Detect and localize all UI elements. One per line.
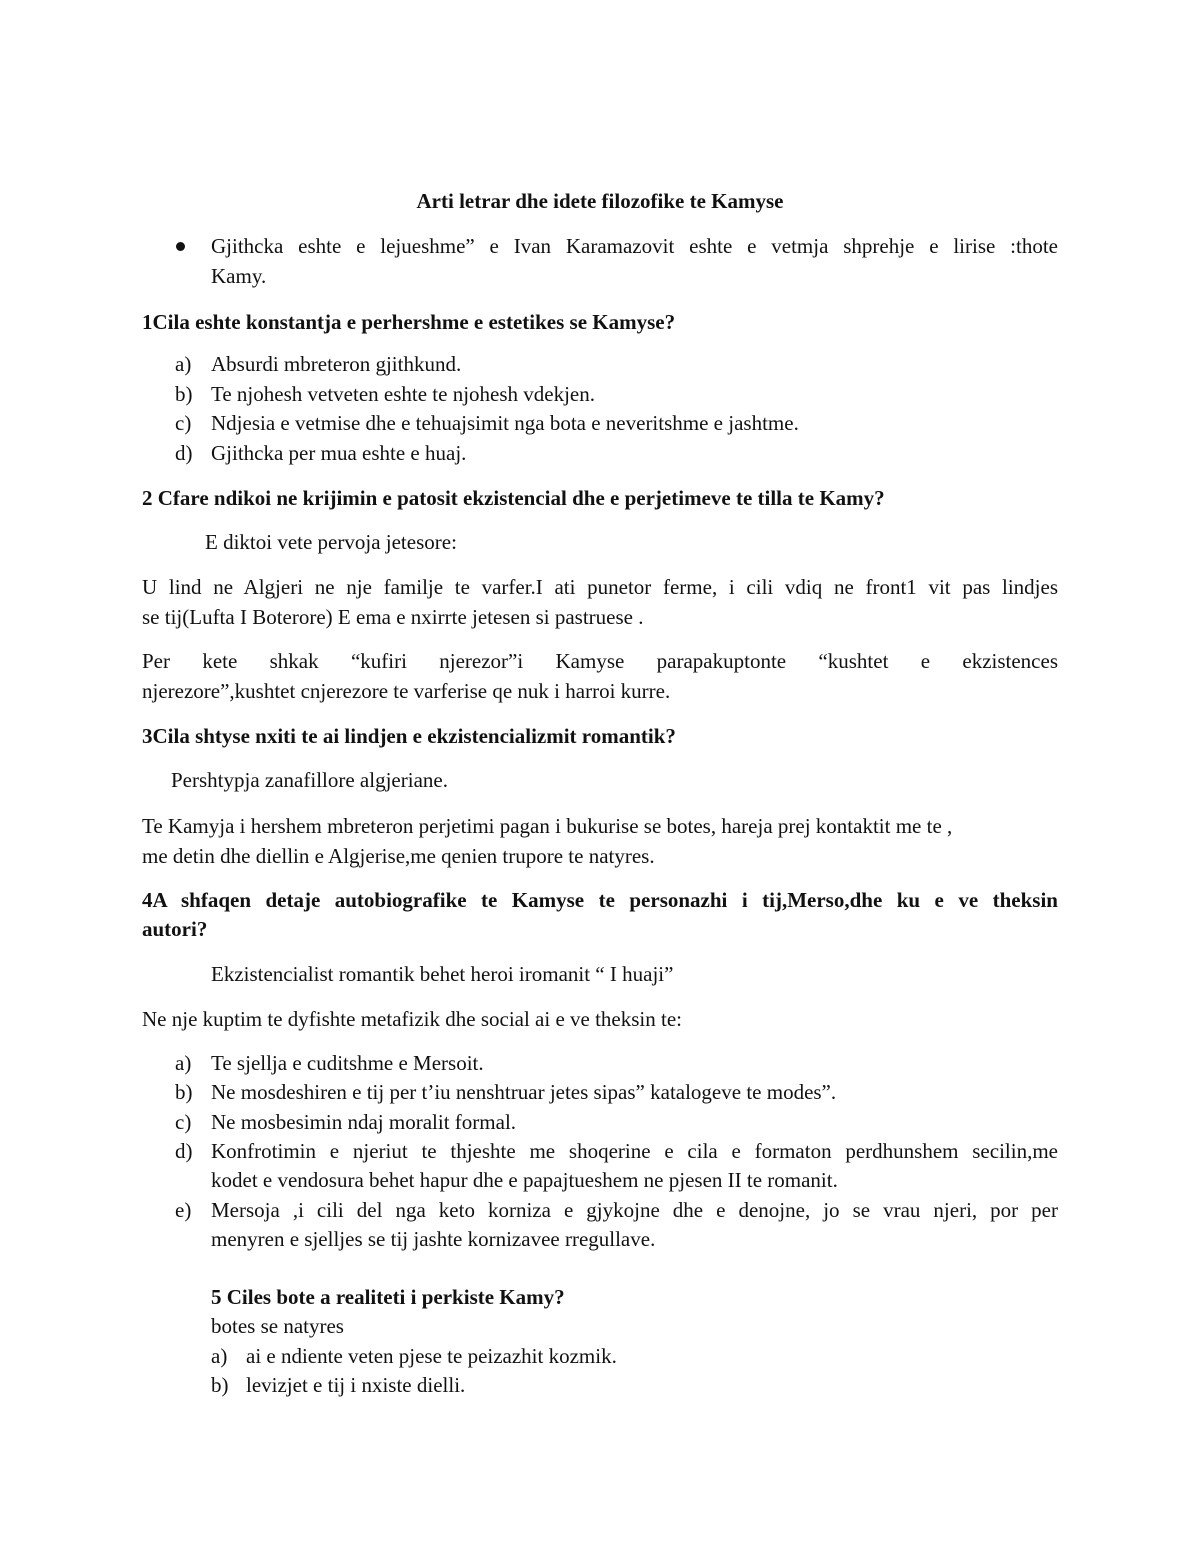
q1-option-text: Te njohesh vetveten eshte te njohesh vdekjen. bbox=[211, 382, 595, 406]
q4-option-marker: a) bbox=[175, 1051, 192, 1075]
q1-option-text: Ndjesia e vetmise dhe e tehuajsimit nga bota e neveritshme e jashtme. bbox=[211, 411, 799, 435]
q4-intro: Ne nje kuptim te dyfishte metafizik dhe social ai e ve theksin te: bbox=[142, 1007, 683, 1031]
q2-paragraph-1-line-1: U lind ne Algjeri ne nje familje te varfer.I ati punetor ferme, i cili vdiq ne front1 vit pas lindjes bbox=[142, 575, 1058, 599]
q4-option-text: kodet e vendosura behet hapur dhe e papajtueshem ne pjesen II te romanit. bbox=[211, 1168, 838, 1192]
q5-option-marker: a) bbox=[211, 1344, 228, 1368]
q4-option-text: menyren e sjelljes se tij jashte kornizavee rregullave. bbox=[211, 1227, 656, 1251]
q3-paragraph-line-1: Te Kamyja i hershem mbreteron perjetimi pagan i bukurise se botes, hareja prej kontaktit me te , bbox=[142, 814, 953, 838]
q3-answer: Pershtypja zanafillore algjeriane. bbox=[171, 768, 448, 792]
question-4-line-1: 4A shfaqen detaje autobiografike te Kamyse te personazhi i tij,Merso,dhe ku e ve theksin bbox=[142, 888, 1058, 912]
q4-option-text: Ne mosbesimin ndaj moralit formal. bbox=[211, 1110, 517, 1134]
intro-quote-line-2: Kamy. bbox=[211, 264, 267, 288]
question-4-line-2: autori? bbox=[142, 917, 208, 941]
q4-answer: Ekzistencialist romantik behet heroi iromanit “ I huaji” bbox=[211, 962, 674, 986]
question-1: 1Cila eshte konstantja e perhershme e estetikes se Kamyse? bbox=[142, 310, 676, 334]
q4-option-marker: b) bbox=[175, 1080, 193, 1104]
q4-option-text: Mersoja ,i cili del nga keto korniza e gjykojne dhe e denojne, jo se vrau njeri, por per bbox=[211, 1198, 1058, 1222]
q4-option-text: Te sjellja e cuditshme e Mersoit. bbox=[211, 1051, 484, 1075]
document-title: Arti letrar dhe idete filozofike te Kamyse bbox=[416, 189, 784, 213]
q1-option-marker: d) bbox=[175, 441, 193, 465]
q1-option-text: Gjithcka per mua eshte e huaj. bbox=[211, 441, 467, 465]
q2-answer: E diktoi vete pervoja jetesore: bbox=[205, 530, 457, 554]
q4-option-text: Konfrotimin e njeriut te thjeshte me shoqerine e cila e formaton perdhunshem secilin,me bbox=[211, 1139, 1058, 1163]
q5-answer: botes se natyres bbox=[211, 1314, 344, 1338]
q4-option-text: Ne mosdeshiren e tij per t’iu nenshtruar jetes sipas” katalogeve te modes”. bbox=[211, 1080, 837, 1104]
intro-quote-line-1: Gjithcka eshte e lejueshme” e Ivan Karamazovit eshte e vetmja shprehje e lirise :thote bbox=[211, 234, 1058, 258]
q2-paragraph-2-line-1: Per kete shkak “kufiri njerezor”i Kamyse parapakuptonte “kushtet e ekzistences bbox=[142, 649, 1058, 673]
q5-option-marker: b) bbox=[211, 1373, 229, 1397]
q1-option-marker: b) bbox=[175, 382, 193, 406]
q2-paragraph-2-line-2: njerezore”,kushtet cnjerezore te varferise qe nuk i harroi kurre. bbox=[142, 679, 671, 703]
bullet-icon bbox=[176, 242, 185, 251]
q3-paragraph-line-2: me detin dhe diellin e Algjerise,me qenien trupore te natyres. bbox=[142, 844, 655, 868]
q5-option-text: levizjet e tij i nxiste dielli. bbox=[246, 1373, 466, 1397]
q1-option-text: Absurdi mbreteron gjithkund. bbox=[211, 352, 462, 376]
q4-option-marker: d) bbox=[175, 1139, 193, 1163]
question-5: 5 Ciles bote a realiteti i perkiste Kamy? bbox=[211, 1285, 565, 1309]
q5-option-text: ai e ndiente veten pjese te peizazhit kozmik. bbox=[246, 1344, 617, 1368]
question-2: 2 Cfare ndikoi ne krijimin e patosit ekzistencial dhe e perjetimeve te tilla te Kamy? bbox=[142, 486, 885, 510]
question-3: 3Cila shtyse nxiti te ai lindjen e ekzistencializmit romantik? bbox=[142, 724, 676, 748]
q4-option-marker: e) bbox=[175, 1198, 192, 1222]
q1-option-marker: a) bbox=[175, 352, 192, 376]
q4-option-marker: c) bbox=[175, 1110, 192, 1134]
q2-paragraph-1-line-2: se tij(Lufta I Boterore) E ema e nxirrte jetesen si pastruese . bbox=[142, 605, 644, 629]
q1-option-marker: c) bbox=[175, 411, 192, 435]
